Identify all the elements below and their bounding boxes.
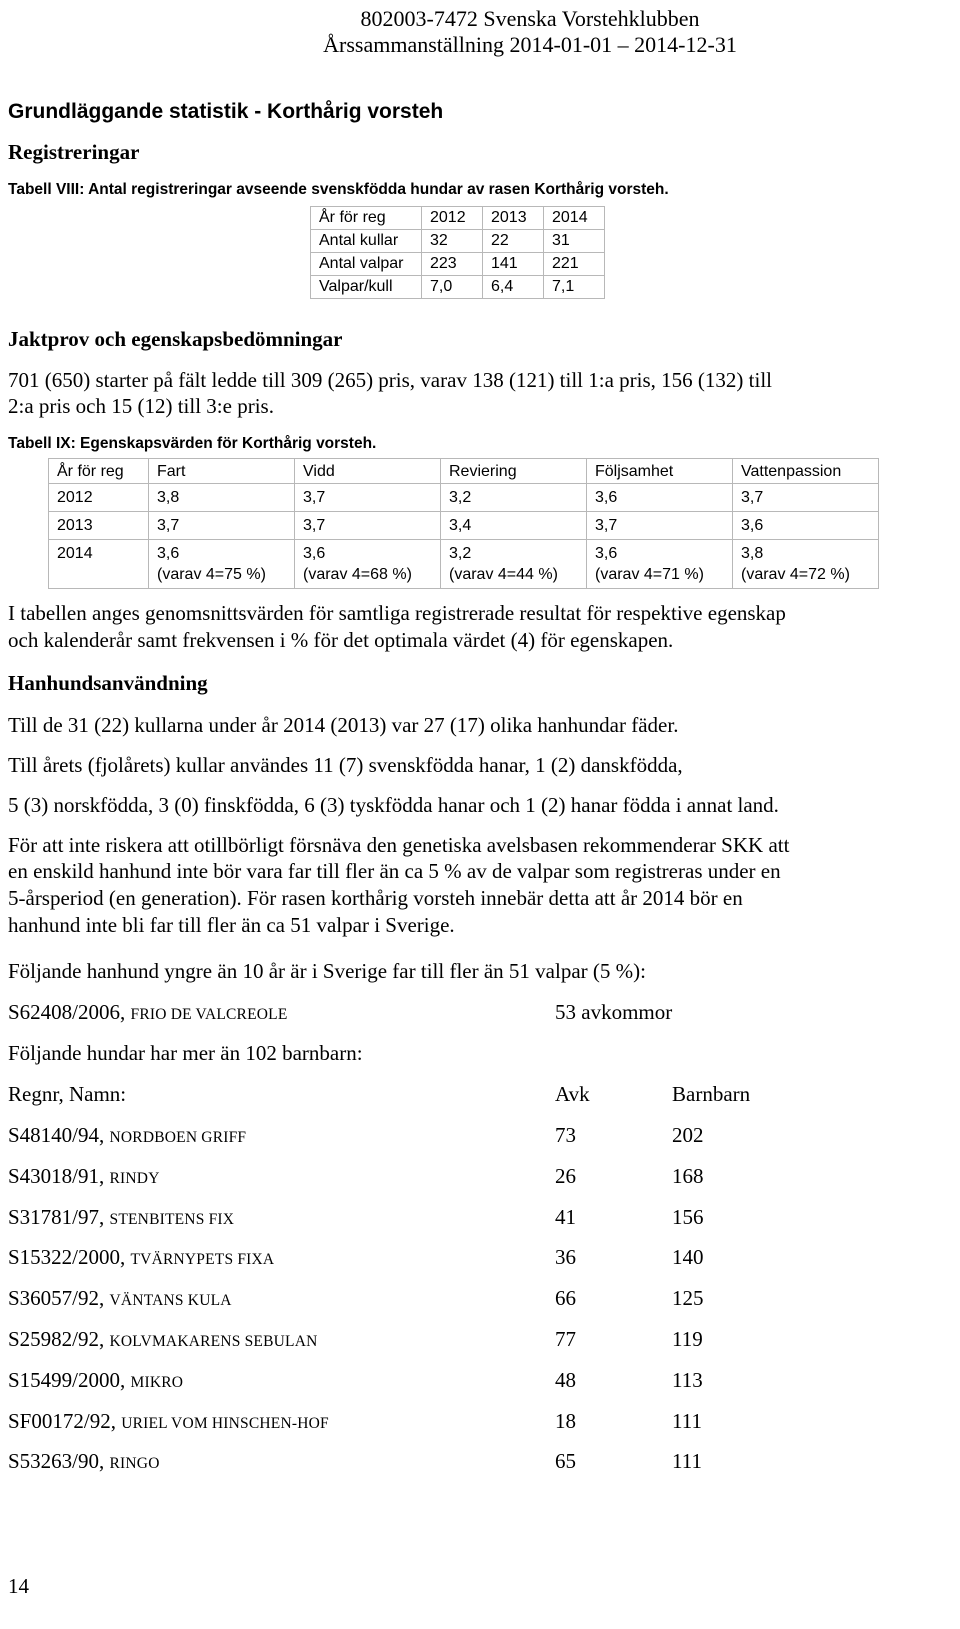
- traits-cell: [733, 540, 879, 589]
- traits-value: 3,6: [157, 545, 180, 562]
- dog-id: [8, 1204, 234, 1233]
- dog-list-item: [0, 1163, 960, 1193]
- traits-row-year: [49, 484, 149, 512]
- traits-value: 3,8: [157, 489, 180, 506]
- dog-name: NORDBOEN GRIFF: [109, 1129, 247, 1146]
- dog-regnr: SF00172/92,: [8, 1408, 122, 1433]
- dog-barnbarn: 168: [672, 1163, 704, 1188]
- traits-value: 3,6: [303, 545, 326, 562]
- registrations-row: [311, 253, 605, 276]
- dog-regnr: S53263/90,: [8, 1449, 110, 1474]
- traits-row: [49, 484, 879, 512]
- young-male-regnr: S62408/2006,: [8, 1000, 131, 1024]
- traits-value: 2012: [57, 489, 93, 506]
- dog-name: MIKRO: [130, 1373, 184, 1391]
- dog-barnbarn: 113: [672, 1367, 703, 1392]
- traits-value: 3,7: [595, 517, 618, 534]
- traits-column-header: Vidd: [295, 459, 441, 484]
- registrations-cell: 2014: [544, 207, 605, 230]
- dog-name: RINDY: [109, 1169, 160, 1187]
- registrations-cell: 141: [483, 253, 544, 276]
- col-header-avk: Avk: [555, 1082, 590, 1106]
- traits-optimal-share: (varav 4=72 %): [741, 566, 850, 583]
- registrations-row-label: Valpar/kull: [311, 276, 422, 299]
- dog-regnr: S31781/97,: [8, 1204, 110, 1229]
- dog-id: [8, 1163, 160, 1192]
- traits-column-header: Vattenpassion: [733, 459, 879, 484]
- page-number: 14: [8, 1574, 29, 1598]
- registrations-cell: 7,1: [544, 276, 605, 299]
- dog-barnbarn: 202: [672, 1123, 704, 1147]
- traits-optimal-share: (varav 4=68 %): [303, 566, 412, 583]
- dog-name: STENBITENS FIX: [109, 1210, 235, 1228]
- traits-explanation-line1: I tabellen anges genomsnittsvärden för samtliga registrerade resultat för respektive egenskap: [8, 601, 786, 625]
- registrations-row-label: Antal valpar: [311, 253, 422, 276]
- traits-value: 2014: [57, 545, 93, 562]
- dog-name: URIEL VOM HINSCHEN-HOF: [121, 1414, 329, 1432]
- registrations-cell: 223: [422, 253, 483, 276]
- traits-column-header: Följsamhet: [587, 459, 733, 484]
- traits-cell: [149, 540, 295, 589]
- traits-value: 3,6: [595, 489, 618, 506]
- registrations-row: [311, 230, 605, 253]
- dog-avk: 65: [555, 1449, 576, 1474]
- traits-cell: [295, 540, 441, 589]
- dog-avk: 77: [555, 1327, 576, 1351]
- traits-cell: [149, 512, 295, 540]
- dog-avk: 18: [555, 1408, 576, 1433]
- dog-name: VÄNTANS KULA: [109, 1292, 232, 1310]
- dog-id: [8, 1244, 274, 1273]
- dog-list-item: [0, 1122, 960, 1152]
- hanhund-p1: Till de 31 (22) kullarna under år 2014 (2013) var 27 (17) olika hanhundar fäder.: [8, 713, 679, 737]
- traits-optimal-share: (varav 4=71 %): [595, 566, 704, 583]
- hanhund-p5: Följande hanhund yngre än 10 år är i Sverige far till fler än 51 valpar (5 %):: [8, 959, 646, 983]
- traits-row-year: [49, 512, 149, 540]
- dog-avk: 36: [555, 1245, 576, 1270]
- dog-avk: 73: [555, 1123, 576, 1147]
- dog-id: [8, 1122, 246, 1151]
- traits-cell: [295, 484, 441, 512]
- dog-list-item: [0, 1204, 960, 1234]
- registrations-cell: 2012: [422, 207, 483, 230]
- dog-barnbarn: 111: [672, 1449, 702, 1474]
- dog-list-item: [0, 1408, 960, 1438]
- registrations-cell: 221: [544, 253, 605, 276]
- registrations-table: [310, 206, 605, 299]
- traits-column-header: Reviering: [441, 459, 587, 484]
- dog-id: [8, 1408, 329, 1437]
- dog-regnr: S43018/91,: [8, 1163, 110, 1188]
- dog-list-item: [0, 1285, 960, 1315]
- traits-optimal-share: (varav 4=44 %): [449, 566, 558, 583]
- traits-cell: [587, 512, 733, 540]
- traits-value: 3,7: [303, 517, 326, 534]
- dog-name: RINGO: [109, 1455, 160, 1473]
- dog-id: [8, 1285, 232, 1314]
- traits-cell: [295, 512, 441, 540]
- dog-regnr: S48140/94,: [8, 1123, 110, 1147]
- jaktprov-paragraph-line1: 701 (650) starter på fält ledde till 309 (265) pris, varav 138 (121) till 1:a pris, 156 (132) till: [8, 368, 772, 392]
- dog-barnbarn: 119: [672, 1327, 703, 1351]
- dog-avk: 66: [555, 1286, 576, 1311]
- jaktprov-paragraph-line2: 2:a pris och 15 (12) till 3:e pris.: [8, 394, 274, 418]
- jaktprov-heading: Jaktprov och egenskapsbedömningar: [8, 327, 343, 351]
- registrations-row-label: År för reg: [311, 207, 422, 230]
- dog-regnr: S15499/2000,: [8, 1367, 131, 1392]
- dog-barnbarn: 156: [672, 1204, 704, 1229]
- dog-barnbarn: 125: [672, 1286, 704, 1311]
- traits-value: 3,7: [741, 489, 764, 506]
- traits-cell: [587, 540, 733, 589]
- traits-value: 3,2: [449, 545, 472, 562]
- hanhund-heading: Hanhundsanvändning: [8, 671, 208, 695]
- hanhund-p4-line1: För att inte riskera att otillbörligt försnäva den genetiska avelsbasen rekommenderar SKK att: [8, 833, 790, 857]
- dog-name: KOLVMAKARENS SEBULAN: [109, 1333, 318, 1350]
- traits-value: 3,6: [741, 517, 764, 534]
- registrations-cell: 2013: [483, 207, 544, 230]
- col-header-name: Regnr, Namn:: [8, 1082, 127, 1106]
- dog-barnbarn: 111: [672, 1408, 702, 1433]
- traits-header-row: [49, 459, 879, 484]
- traits-value: 3,4: [449, 517, 472, 534]
- dog-avk: 48: [555, 1367, 576, 1392]
- traits-table: [48, 458, 879, 589]
- traits-value: 2013: [57, 517, 93, 534]
- registrations-cell: 22: [483, 230, 544, 253]
- traits-cell: [149, 484, 295, 512]
- dog-list-item: [0, 1244, 960, 1274]
- section-title: Grundläggande statistik - Korthårig vorsteh: [8, 100, 444, 123]
- traits-cell: [733, 484, 879, 512]
- col-header-barnbarn: Barnbarn: [672, 1082, 751, 1106]
- traits-value: 3,8: [741, 545, 764, 562]
- traits-cell: [733, 512, 879, 540]
- young-male-offspring: 53 avkommor: [555, 1000, 673, 1024]
- young-male-id: [8, 999, 288, 1028]
- traits-column-header: Fart: [149, 459, 295, 484]
- hanhund-p3: 5 (3) norskfödda, 3 (0) finskfödda, 6 (3) tyskfödda hanar och 1 (2) hanar födda i annat land.: [8, 793, 779, 817]
- dog-regnr: S36057/92,: [8, 1286, 110, 1311]
- traits-cell: [441, 512, 587, 540]
- traits-optimal-share: (varav 4=75 %): [157, 566, 266, 583]
- dog-regnr: S25982/92,: [8, 1327, 110, 1351]
- table-ix-caption: Tabell IX: Egenskapsvärden för Korthårig vorsteh.: [8, 435, 377, 452]
- traits-cell: [441, 484, 587, 512]
- dog-avk: 26: [555, 1163, 576, 1188]
- traits-value: 3,7: [303, 489, 326, 506]
- traits-column-header: År för reg: [49, 459, 149, 484]
- dog-name: TVÄRNYPETS FIXA: [130, 1251, 275, 1269]
- traits-row: [49, 512, 879, 540]
- young-male-row: [0, 999, 960, 1029]
- traits-row-year: [49, 540, 149, 589]
- hanhund-p4-line4: hanhund inte bli far till fler än ca 51 valpar i Sverige.: [8, 913, 455, 937]
- traits-cell: [587, 484, 733, 512]
- young-male-name: FRIO DE VALCREOLE: [130, 1006, 288, 1023]
- traits-explanation-line2: och kalenderår samt frekvensen i % för det optimala värdet (4) för egenskapen.: [8, 628, 674, 652]
- dog-list-header: [0, 1081, 960, 1111]
- hanhund-p4-line2: en enskild hanhund inte bör vara far till fler än ca 5 % av de valpar som registreras under en: [8, 859, 781, 883]
- dog-avk: 41: [555, 1204, 576, 1229]
- traits-value: 3,6: [595, 545, 618, 562]
- registrations-cell: 32: [422, 230, 483, 253]
- hanhund-p6: Följande hundar har mer än 102 barnbarn:: [8, 1041, 363, 1065]
- traits-value: 3,2: [449, 489, 472, 506]
- dog-regnr: S15322/2000,: [8, 1245, 131, 1270]
- registrations-cell: 31: [544, 230, 605, 253]
- dog-list-item: [0, 1448, 960, 1478]
- dog-id: [8, 1326, 317, 1355]
- hanhund-p2: Till årets (fjolårets) kullar användes 11 (7) svenskfödda hanar, 1 (2) danskfödda,: [8, 753, 683, 777]
- hanhund-p4-line3: 5-årsperiod (en generation). För rasen korthårig vorsteh innebär detta att år 2014 bör en: [8, 886, 743, 910]
- dog-id: [8, 1448, 160, 1477]
- header-period-line: Årssammanställning 2014-01-01 – 2014-12-31: [323, 32, 737, 57]
- dog-barnbarn: 140: [672, 1245, 704, 1270]
- traits-cell: [441, 540, 587, 589]
- dog-id: [8, 1367, 183, 1396]
- traits-value: 3,7: [157, 517, 180, 534]
- registreringar-heading: Registreringar: [8, 140, 140, 164]
- header-org-line: 802003-7472 Svenska Vorstehklubben: [360, 6, 700, 31]
- table-viii-caption: Tabell VIII: Antal registreringar avseende svenskfödda hundar av rasen Korthårig vorsteh.: [8, 181, 669, 198]
- dog-list-item: [0, 1367, 960, 1397]
- registrations-cell: 7,0: [422, 276, 483, 299]
- registrations-row: [311, 207, 605, 230]
- dog-list-item: [0, 1326, 960, 1356]
- registrations-cell: 6,4: [483, 276, 544, 299]
- registrations-row-label: Antal kullar: [311, 230, 422, 253]
- registrations-row: [311, 276, 605, 299]
- traits-row: [49, 540, 879, 589]
